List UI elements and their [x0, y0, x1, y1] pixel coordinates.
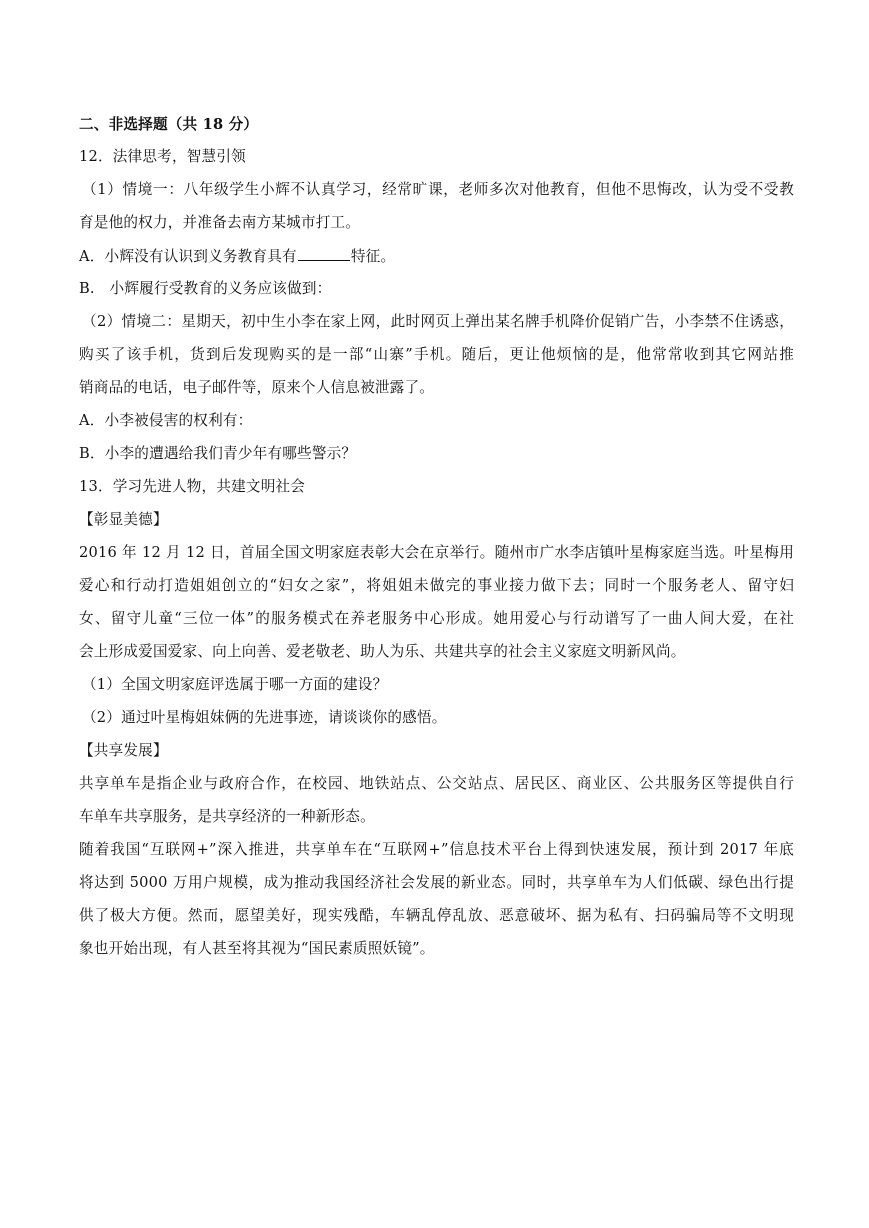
q13-para3-line1: 随着我国“互联网+”深入推进，共享单车在“互联网+”信息技术平台上得到快速发展，预计到 2017 年底 — [79, 841, 794, 858]
q13-para1-line1: 2016 年 12 月 12 日，首届全国文明家庭表彰大会在京举行。随州市广水李店镇叶星梅家庭当选。叶星梅用 — [79, 544, 794, 561]
q13-para1-line4: 会上形成爱国爱家、向上向善、爱老敬老、助人为乐、共建共享的社会主义家庭文明新风尚。 — [79, 643, 686, 660]
q13-para2-line1: 共享单车是指企业与政府合作，在校园、地铁站点、公交站点、居民区、商业区、公共服务区等提供自行 — [79, 775, 794, 792]
q13-title: 13．学习先进人物，共建文明社会 — [79, 478, 306, 495]
q12-scenario1-line1: （1）情境一：八年级学生小辉不认真学习，经常旷课，老师多次对他教育，但他不思悔改，认为受不受教 — [82, 181, 794, 198]
q12-scenario1-line2: 育是他的权力，并准备去南方某城市打工。 — [79, 214, 361, 231]
answer-blank — [298, 246, 350, 261]
section-title: 二、非选择题（共 18 分） — [79, 116, 259, 133]
q13-sub-question-1: （1）全国文明家庭评选属于哪一方面的建设？ — [82, 676, 388, 693]
q13-part2-heading: 【共享发展】 — [79, 742, 168, 759]
q13-para2-line2: 车单车共享服务，是共享经济的一种新形态。 — [79, 808, 375, 825]
q13-part1-heading: 【彰显美德】 — [79, 511, 168, 528]
q12-scenario2-line1: （2）情境二：星期天，初中生小李在家上网，此时网页上弹出某名牌手机降价促销广告，小李禁不住诱惑， — [82, 313, 794, 330]
q12-scenario2-question-b: B．小李的遭遇给我们青少年有哪些警示？ — [79, 445, 357, 462]
q13-para1-line2: 爱心和行动打造姐姐创立的“妇女之家”，将姐姐未做完的事业接力做下去；同时一个服务老人、留守妇 — [79, 577, 794, 594]
q12-question-b: B. 小辉履行受教育的义务应该做到： — [79, 280, 332, 297]
q12-question-a-suffix: 特征。 — [350, 248, 396, 265]
q12-scenario2-line3: 销商品的电话，电子邮件等，原来个人信息被泄露了。 — [79, 379, 435, 396]
q13-para3-line3: 供了极大方便。然而，愿望美好，现实残酷，车辆乱停乱放、恶意破坏、据为私有、扫码骗局等不文明现 — [79, 907, 794, 924]
q13-para3-line2: 将达到 5000 万用户规模，成为推动我国经济社会发展的新业态。同时，共享单车为人们低碳、绿色出行提 — [79, 874, 794, 891]
q12-title: 12．法律思考，智慧引领 — [79, 148, 246, 165]
q12-question-a — [79, 246, 794, 267]
q13-para1-line3: 女、留守儿童“三位一体”的服务模式在养老服务中心形成。她用爱心与行动谱写了一曲人间大爱，在社 — [79, 610, 794, 627]
q12-scenario2-line2: 购买了该手机，货到后发现购买的是一部“山寨”手机。随后，更让他烦恼的是，他常常收到其它网站推 — [79, 346, 794, 363]
q13-para3-line4: 象也开始出现，有人甚至将其视为“国民素质照妖镜”。 — [79, 940, 435, 957]
q13-sub-question-2: （2）通过叶星梅姐妹俩的先进事迹，请谈谈你的感悟。 — [82, 709, 447, 726]
q12-scenario2-question-a: A．小李被侵害的权利有： — [79, 412, 253, 429]
q12-question-a-prefix: A．小辉没有认识到义务教育具有 — [79, 248, 297, 265]
